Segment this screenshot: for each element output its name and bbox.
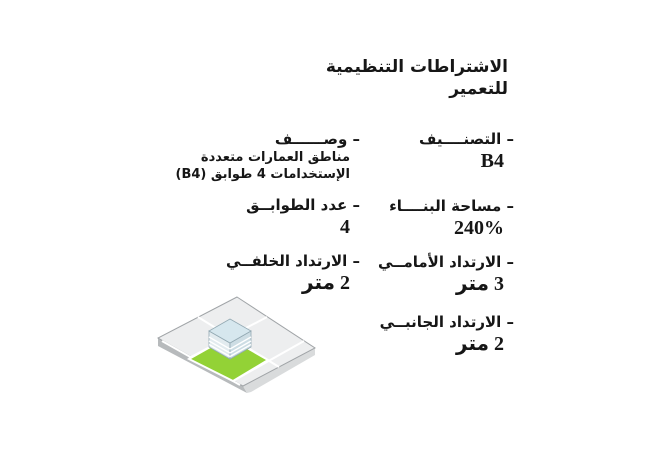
page-title	[326, 56, 508, 100]
spec-value: 3 متر	[456, 273, 504, 295]
spec-label: – مساحة البنــــاء	[389, 197, 514, 215]
spec-label: – عدد الطوابــق	[246, 196, 360, 214]
spec-label: – الارتداد الأمامــي	[378, 253, 514, 271]
spec-item-floor-count	[135, 196, 360, 240]
spec-value: 2 متر	[302, 272, 350, 294]
plot-illustration	[148, 289, 324, 401]
spec-label: – وصــــــف	[274, 130, 360, 148]
spec-label: – التصنــــيف	[418, 130, 514, 148]
spec-label: – الارتداد الجانبــي	[379, 313, 514, 331]
spec-value: مناطق العمارات متعددة الإستخدامات 4 طوابق (B4)	[175, 150, 350, 182]
spec-value: 4	[340, 216, 350, 238]
spec-label: – الارتداد الخلفــي	[226, 252, 360, 270]
spec-value: 2 متر	[456, 333, 504, 355]
specs-column-left	[135, 130, 360, 308]
page-title-line1: الاشتراطات التنظيمية	[325, 57, 508, 77]
spec-value: 240%	[454, 217, 504, 239]
spec-value: B4	[480, 150, 504, 172]
page-title-line2: للتعمير	[449, 79, 508, 99]
spec-item-description	[135, 130, 360, 183]
